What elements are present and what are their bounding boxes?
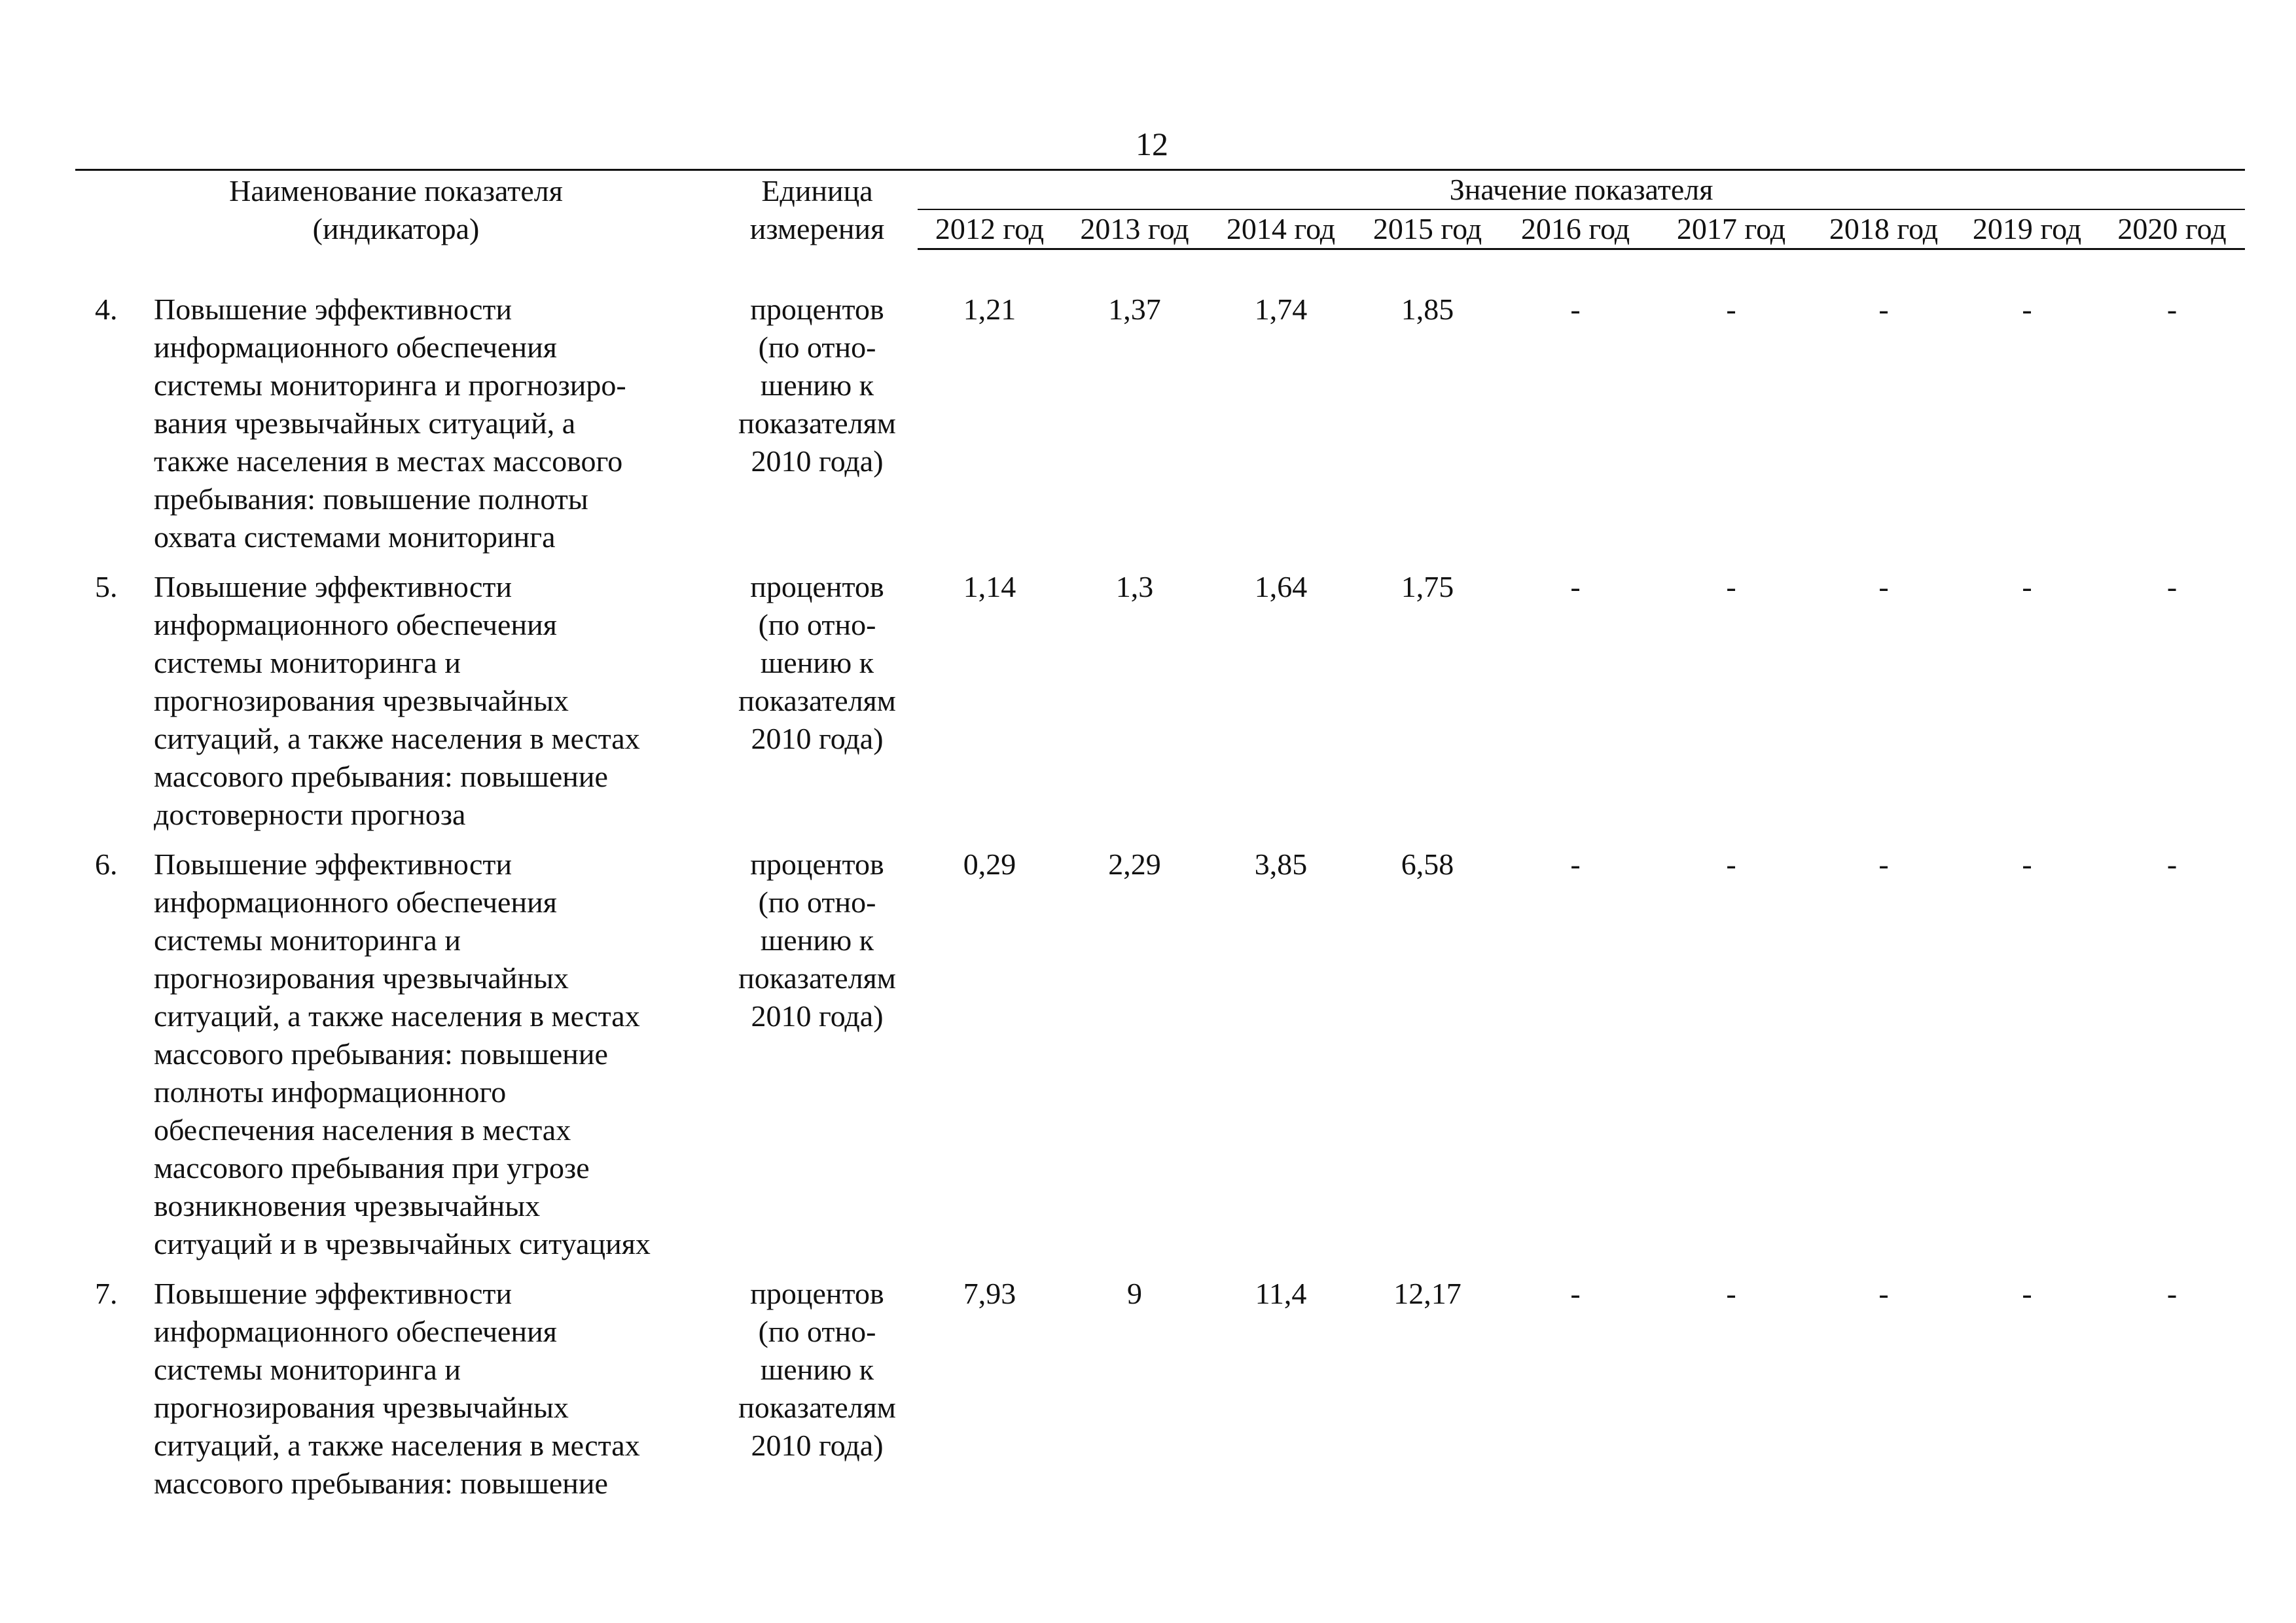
- indicator-value: 2,29: [1108, 847, 1161, 881]
- indicator-unit: процентов (по отно- шению к показателям 2010 года): [738, 293, 896, 478]
- indicator-value: 1,37: [1108, 293, 1161, 326]
- year-header: 2016 год: [1501, 209, 1650, 249]
- row-number: 4.: [95, 293, 118, 326]
- indicator-value: -: [1570, 570, 1581, 603]
- indicator-name: Повышение эффективности информационного обеспечения системы мониторинга и прогнозиро- вания чрезвычайных ситуаций, а также населения в местах массового пребывания: повышение полноты охвата системами мониторинга: [154, 293, 626, 554]
- indicator-value: 9: [1127, 1277, 1143, 1310]
- indicator-unit: процентов (по отно- шению к показателям 2010 года): [738, 847, 896, 1033]
- row-number: 7.: [95, 1277, 118, 1310]
- indicator-name: Повышение эффективности информационного обеспечения системы мониторинга и прогнозирования чрезвычайных ситуаций, а также населения в местах массового пребывания: повышение достоверности прогноза: [154, 570, 640, 831]
- indicator-name: Повышение эффективности информационного обеспечения системы мониторинга и прогнозирования чрезвычайных ситуаций, а также населения в местах массового пребывания: повышение: [154, 1277, 640, 1500]
- indicator-value: 1,74: [1254, 293, 1308, 326]
- table-row: [75, 291, 2245, 568]
- indicator-value: 1,64: [1254, 570, 1308, 603]
- table-row: [75, 1275, 2245, 1514]
- indicator-unit: процентов (по отно- шению к показателям 2010 года): [738, 1277, 896, 1462]
- indicator-value: -: [1878, 570, 1889, 603]
- indicator-value: -: [1878, 293, 1889, 326]
- indicator-value: -: [2022, 570, 2032, 603]
- indicator-value: 3,85: [1254, 847, 1308, 881]
- indicator-value: -: [2166, 847, 2178, 881]
- year-header: 2012 год: [918, 209, 1062, 249]
- indicator-value: 6,58: [1401, 847, 1454, 881]
- indicator-name: Повышение эффективности информационного обеспечения системы мониторинга и прогнозирования чрезвычайных ситуаций, а также населения в местах массового пребывания: повышение полноты информационного обеспечения населения в местах массового пребывания при угрозе возникновения чрезвычайных ситуаций и в чрезвычайных ситуациях: [154, 847, 651, 1260]
- indicator-value: -: [1570, 1277, 1581, 1310]
- name-column-header: Наименование показателя (индикатора): [75, 170, 717, 249]
- indicator-value: -: [1878, 847, 1889, 881]
- indicator-value: -: [1726, 293, 1736, 326]
- row-number: 5.: [95, 570, 118, 603]
- table-row: [75, 846, 2245, 1275]
- indicator-value: -: [2022, 293, 2032, 326]
- indicator-value: 1,3: [1115, 570, 1154, 603]
- indicator-value: -: [1570, 293, 1581, 326]
- indicator-value: -: [1726, 570, 1736, 603]
- row-number: 6.: [95, 847, 118, 881]
- table-row: [75, 568, 2245, 846]
- indicator-value: -: [1878, 1277, 1889, 1310]
- year-header: 2014 год: [1208, 209, 1354, 249]
- indicator-value: 1,85: [1401, 293, 1454, 326]
- indicator-value: 11,4: [1255, 1277, 1307, 1310]
- indicator-value: 1,14: [963, 570, 1016, 603]
- indicator-unit: процентов (по отно- шению к показателям 2010 года): [738, 570, 896, 755]
- year-header: 2019 год: [1955, 209, 2099, 249]
- indicator-value: 7,93: [963, 1277, 1016, 1310]
- indicator-value: -: [1570, 847, 1581, 881]
- indicator-value: 1,75: [1401, 570, 1454, 603]
- indicator-value: 0,29: [963, 847, 1016, 881]
- year-header: 2013 год: [1062, 209, 1208, 249]
- indicator-value: -: [2166, 570, 2178, 603]
- indicator-value: -: [2166, 293, 2178, 326]
- indicator-value: -: [2022, 847, 2032, 881]
- unit-column-header: Единица измерения: [717, 170, 918, 249]
- header-spacer: [75, 249, 2245, 291]
- indicator-rows: [75, 291, 2245, 1514]
- values-group-header: Значение показателя: [918, 170, 2245, 210]
- indicator-value: -: [2022, 1277, 2032, 1310]
- indicator-value: -: [1726, 1277, 1736, 1310]
- year-header: 2018 год: [1812, 209, 1955, 249]
- year-header: 2020 год: [2099, 209, 2245, 249]
- year-header: 2017 год: [1650, 209, 1812, 249]
- indicator-value: 1,21: [963, 293, 1016, 326]
- indicator-value: -: [2166, 1277, 2178, 1310]
- indicator-value: 12,17: [1393, 1277, 1462, 1310]
- indicator-value: -: [1726, 847, 1736, 881]
- indicators-table: [75, 169, 2245, 1514]
- page-number: 12: [1136, 126, 1168, 162]
- year-header: 2015 год: [1354, 209, 1501, 249]
